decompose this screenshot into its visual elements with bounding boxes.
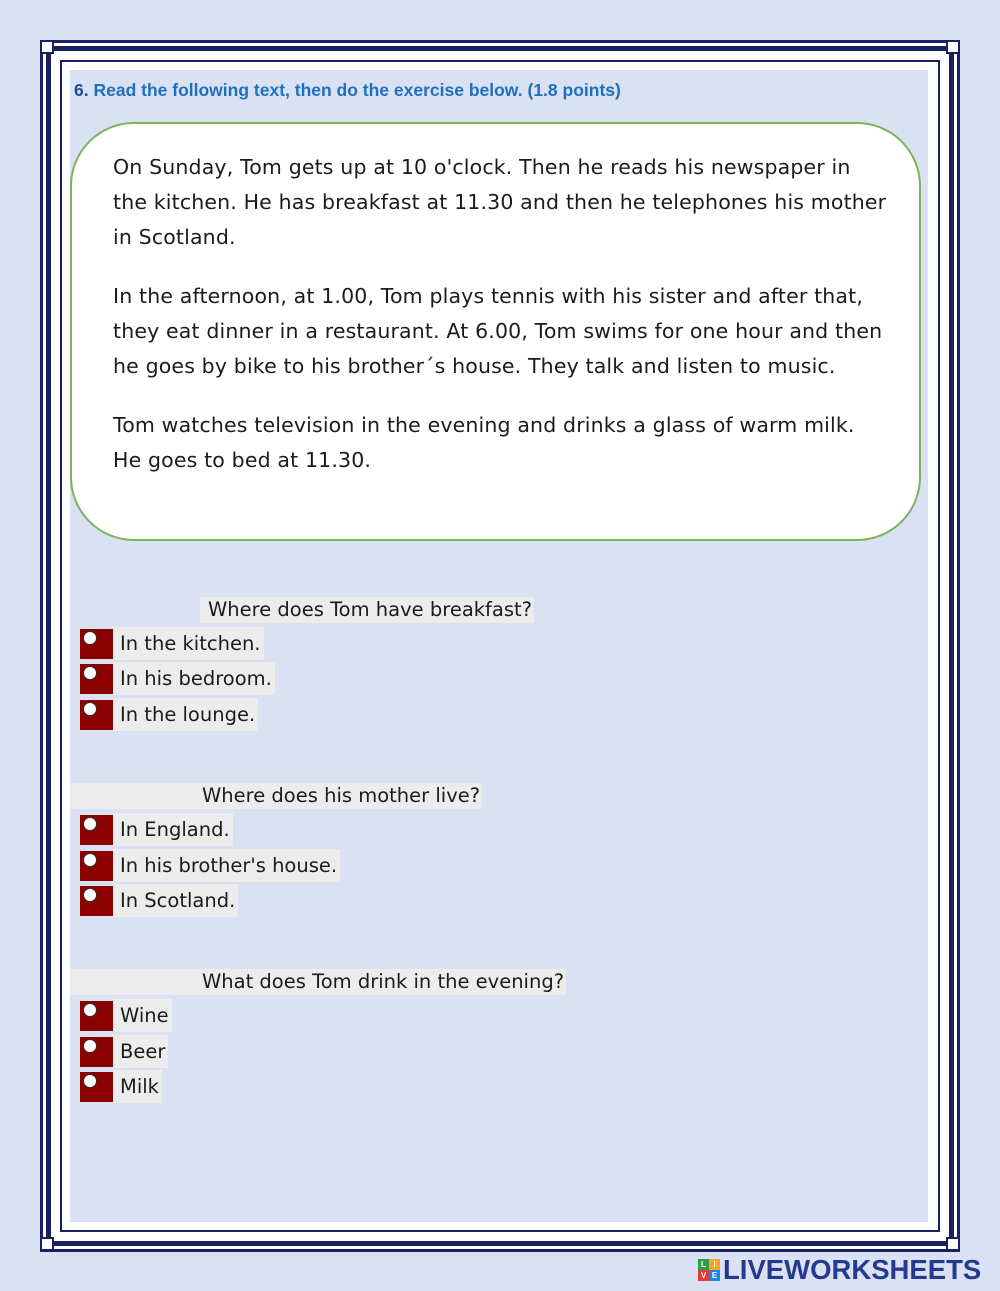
radio-button[interactable] — [80, 815, 113, 845]
radio-button[interactable] — [80, 851, 113, 881]
logo-mark-letter: E — [709, 1270, 720, 1281]
logo-mark-letter: I — [709, 1259, 720, 1270]
question-2-option-2[interactable] — [80, 849, 340, 882]
logo-mark-letter: L — [698, 1259, 709, 1270]
exercise-instruction: Read the following text, then do the exercise below. (1.8 points) — [93, 80, 621, 100]
radio-button[interactable] — [80, 1037, 113, 1067]
passage-paragraph: In the afternoon, at 1.00, Tom plays tennis with his sister and after that, they eat dinner in a restaurant. At 6.00, Tom swims for one hour and then he goes by bike to his brother´s house. They talk and listen to music. — [113, 284, 883, 378]
liveworksheets-logo — [698, 1254, 981, 1286]
option-label[interactable]: In the lounge. — [113, 698, 258, 731]
radio-button[interactable] — [80, 1072, 113, 1102]
option-label[interactable]: In the kitchen. — [113, 627, 264, 660]
radio-button[interactable] — [80, 664, 113, 694]
question-2-option-3[interactable] — [80, 884, 238, 917]
frame-corner-bottom-left — [40, 1237, 54, 1251]
option-label[interactable]: In his bedroom. — [113, 662, 275, 695]
logo-mark-icon — [698, 1259, 720, 1281]
radio-button[interactable] — [80, 700, 113, 730]
question-label: Where does his mother live? — [202, 784, 481, 807]
question-label: Where does Tom have breakfast? — [208, 598, 533, 621]
radio-button[interactable] — [80, 629, 113, 659]
reading-passage — [70, 122, 921, 541]
question-3-option-1[interactable] — [80, 999, 172, 1032]
passage-paragraph: Tom watches television in the evening and drinks a glass of warm milk. He goes to bed at 11.30. — [113, 413, 855, 472]
question-1-text — [200, 597, 534, 623]
option-label[interactable]: In England. — [113, 813, 233, 846]
radio-button[interactable] — [80, 1001, 113, 1031]
question-1-option-2[interactable] — [80, 662, 275, 695]
frame-corner-bottom-right — [946, 1237, 960, 1251]
question-2-text — [70, 783, 482, 809]
option-label[interactable]: In Scotland. — [113, 884, 238, 917]
question-2-option-1[interactable] — [80, 813, 233, 846]
frame-corner-top-right — [946, 40, 960, 54]
question-label: What does Tom drink in the evening? — [202, 970, 565, 993]
option-label[interactable]: Milk — [113, 1070, 162, 1103]
question-3-option-2[interactable] — [80, 1035, 168, 1068]
radio-button[interactable] — [80, 886, 113, 916]
exercise-number: 6. — [74, 80, 89, 100]
option-label[interactable]: Beer — [113, 1035, 168, 1068]
question-3-option-3[interactable] — [80, 1070, 162, 1103]
question-1-option-1[interactable] — [80, 627, 264, 660]
logo-text: LIVEWORKSHEETS — [723, 1254, 982, 1285]
question-1-option-3[interactable] — [80, 698, 258, 731]
passage-paragraph: On Sunday, Tom gets up at 10 o'clock. Then he reads his newspaper in the kitchen. He has breakfast at 11.30 and then he telephones his mother in Scotland. — [113, 155, 887, 249]
frame-corner-top-left — [40, 40, 54, 54]
option-label[interactable]: Wine — [113, 999, 172, 1032]
question-3-text — [70, 969, 566, 995]
logo-mark-letter: V — [698, 1270, 709, 1281]
option-label[interactable]: In his brother's house. — [113, 849, 340, 882]
exercise-heading — [74, 80, 621, 101]
